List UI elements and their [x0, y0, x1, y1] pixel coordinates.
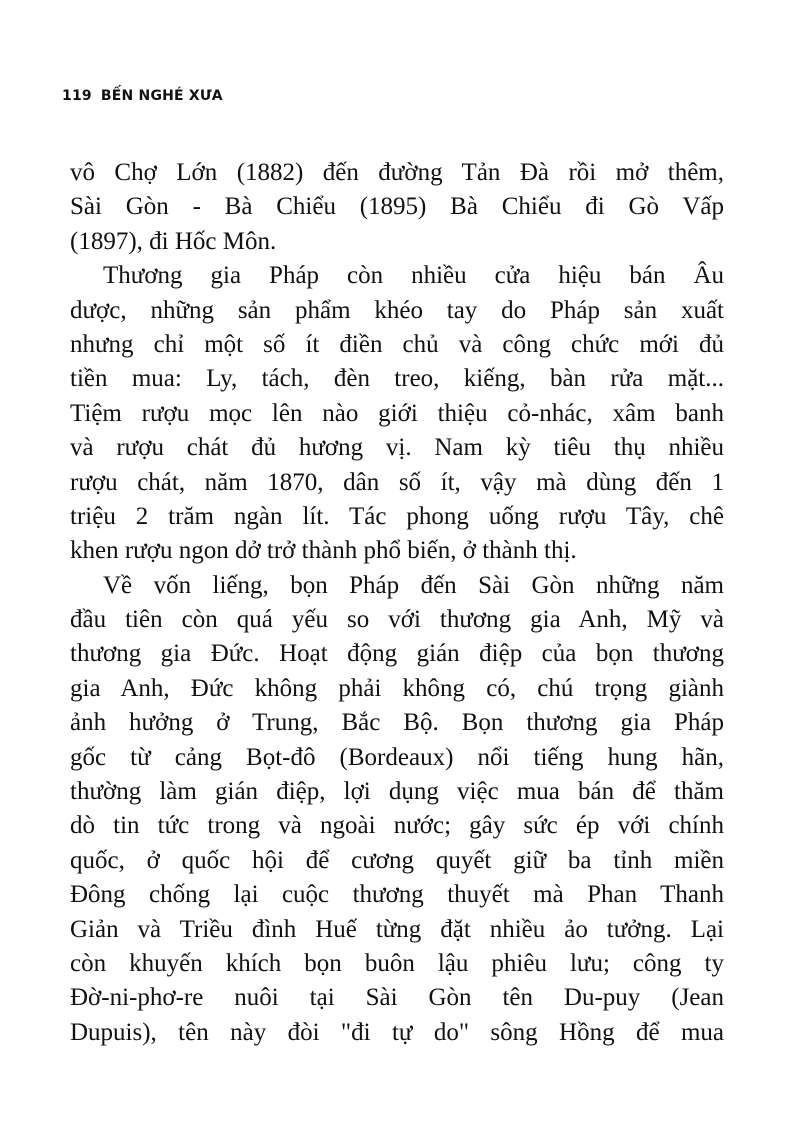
text-line: còn khuyến khích bọn buôn lậu phiêu lưu; công ty — [70, 949, 724, 977]
page-number: 119 — [62, 88, 92, 104]
text-line: rượu chát, năm 1870, dân số ít, vậy mà dùng đến 1 — [70, 468, 724, 496]
text-line: thường làm gián điệp, lợi dụng việc mua bán để thăm — [70, 778, 724, 806]
text-line: quốc, ở quốc hội để cương quyết giữ ba tỉnh miền — [70, 846, 724, 874]
text-line: Đờ-ni-phơ-re nuôi tại Sài Gòn tên Du-puy (Jean — [70, 984, 724, 1012]
text-line: triệu 2 trăm ngàn lít. Tác phong uống rượu Tây, chê — [70, 502, 724, 530]
text-line: dược, những sản phẩm khéo tay do Pháp sản xuất — [70, 296, 724, 324]
text-line: ảnh hưởng ở Trung, Bắc Bộ. Bọn thương gia Pháp — [70, 709, 724, 737]
body-text — [70, 156, 724, 1050]
text-line: Giản và Triều đình Huế từng đặt nhiều ảo tưởng. Lại — [70, 915, 724, 943]
book-title: BẾN NGHÉ XƯA — [100, 88, 223, 104]
text-line: gốc từ cảng Bọt-đô (Bordeaux) nổi tiếng hung hãn, — [70, 743, 724, 771]
text-line: Đông chống lại cuộc thương thuyết mà Phan Thanh — [70, 881, 724, 909]
text-line: Tiệm rượu mọc lên nào giới thiệu cỏ-nhác, xâm banh — [70, 399, 724, 427]
text-line: đầu tiên còn quá yếu so với thương gia Anh, Mỹ và — [70, 606, 724, 634]
text-line: Sài Gòn - Bà Chiểu (1895) Bà Chiểu đi Gò Vấp — [70, 193, 724, 221]
text-line: tiền mua: Ly, tách, đèn treo, kiếng, bàn rửa mặt... — [70, 365, 724, 393]
text-line: gia Anh, Đức không phải không có, chú trọng giành — [70, 674, 724, 702]
text-line: Dupuis), tên này đòi "đi tự do" sông Hồng để mua — [70, 1018, 724, 1046]
text-line: (1897), đi Hốc Môn. — [70, 227, 277, 255]
text-line: vô Chợ Lớn (1882) đến đường Tản Đà rồi mở thêm, — [70, 159, 724, 186]
paragraph-first-line: Về vốn liếng, bọn Pháp đến Sài Gòn những năm — [103, 571, 724, 599]
text-line: nhưng chỉ một số ít điền chủ và công chức mới đủ — [70, 330, 724, 358]
text-line: và rượu chát đủ hương vị. Nam kỳ tiêu thụ nhiều — [70, 434, 724, 462]
text-line: khen rượu ngon dở trở thành phổ biến, ở thành thị. — [70, 537, 577, 565]
text-line: thương gia Đức. Hoạt động gián điệp của bọn thương — [70, 640, 724, 668]
running-header — [62, 88, 223, 104]
text-line: dò tin tức trong và ngoài nước; gây sức ép với chính — [70, 812, 724, 840]
paragraph-first-line: Thương gia Pháp còn nhiều cửa hiệu bán Âu — [103, 262, 724, 290]
